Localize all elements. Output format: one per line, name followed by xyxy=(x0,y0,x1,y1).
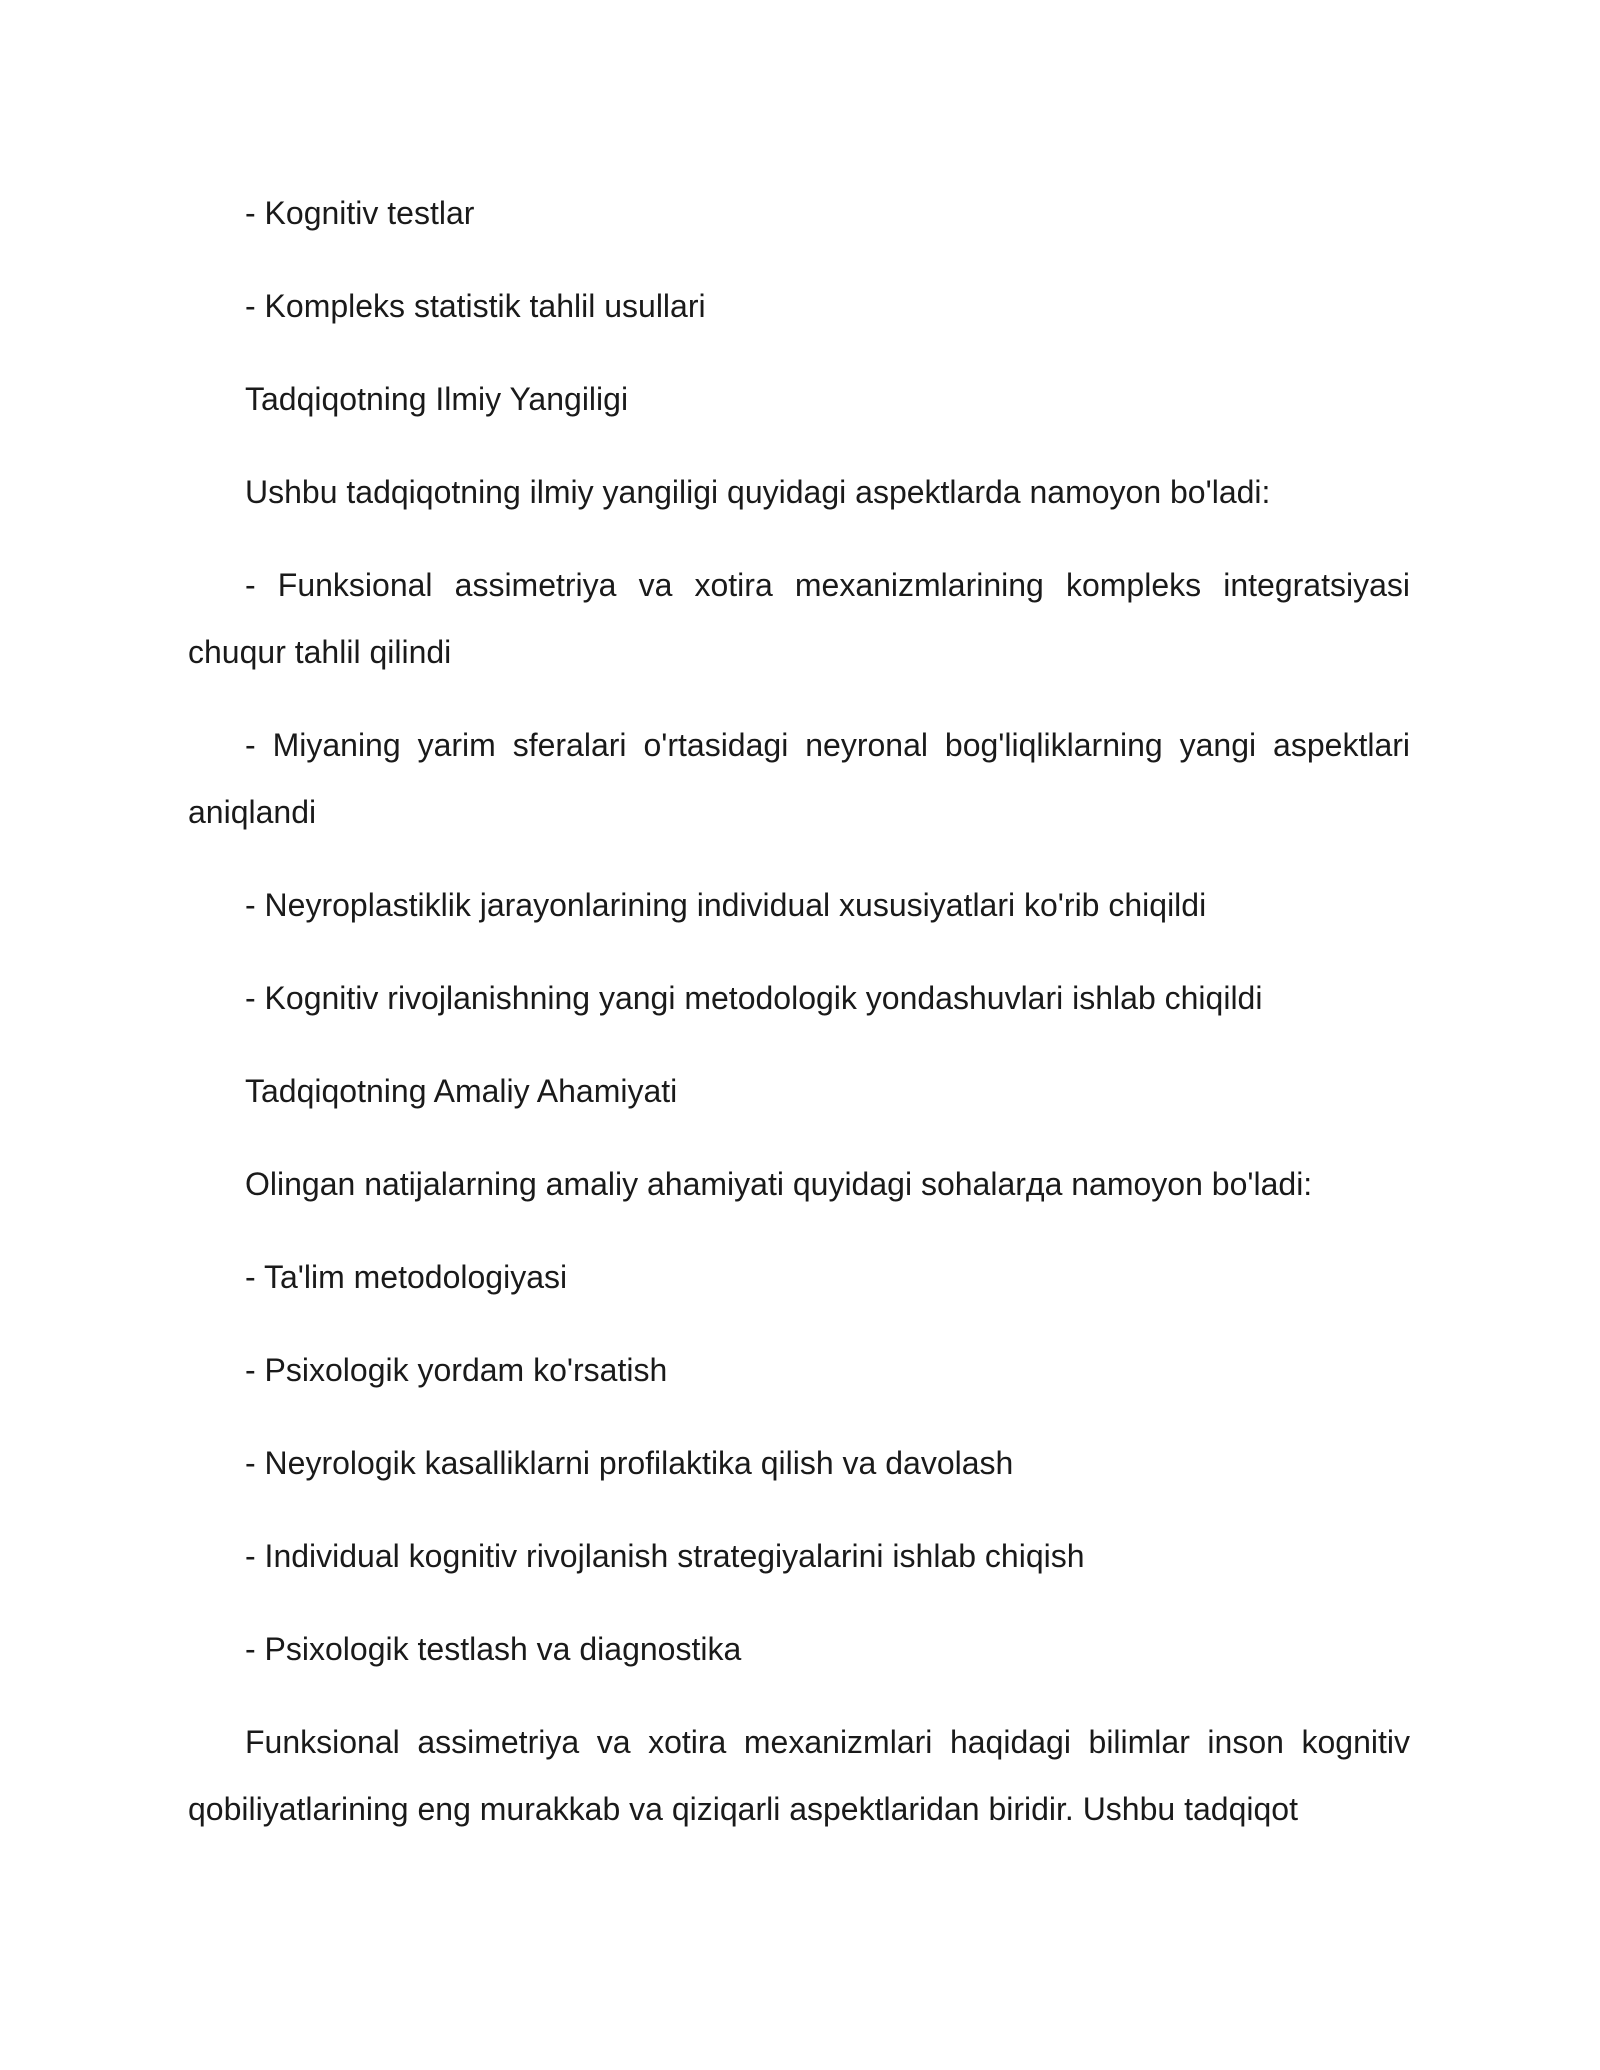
list-item-neuroplasticity: - Neyroplastiklik jarayonlarining individual xususiyatlari ko'rib chiqildi xyxy=(245,887,1207,923)
list-item-development-strategies: - Individual kognitiv rivojlanish strategiyalarini ishlab chiqish xyxy=(245,1538,1085,1574)
section-heading-practical-significance: Tadqiqotning Amaliy Ahamiyati xyxy=(245,1073,678,1109)
paragraph-novelty-intro: Ushbu tadqiqotning ilmiy yangiligi quyidagi aspektlarda namoyon bo'ladi: xyxy=(245,474,1271,510)
document-body xyxy=(188,180,1410,1843)
list-item-psychological-help: - Psixologik yordam ko'rsatish xyxy=(245,1352,668,1388)
section-heading-scientific-novelty: Tadqiqotning Ilmiy Yangiligi xyxy=(245,381,629,417)
paragraph-conclusion: Funksional assimetriya va xotira mexanizmlari haqidagi bilimlar inson kognitiv qobiliyatlarining eng murakkab va qiziqarli aspektlaridan biridir. Ushbu tadqiqot xyxy=(188,1724,1410,1827)
list-item-methodological-approaches: - Kognitiv rivojlanishning yangi metodologik yondashuvlari ishlab chiqildi xyxy=(245,980,1263,1016)
list-item-statistical-methods: - Kompleks statistik tahlil usullari xyxy=(245,288,706,324)
paragraph-practical-intro: Olingan natijalarning amaliy ahamiyati quyidagi sohalarда namoyon bo'ladi: xyxy=(245,1166,1313,1202)
list-item-psychological-testing: - Psixologik testlash va diagnostika xyxy=(245,1631,742,1667)
list-item-integration-analysis: - Funksional assimetriya va xotira mexanizmlarining kompleks integratsiyasi chuqur tahlil qilindi xyxy=(188,567,1410,670)
list-item-education-methodology: - Ta'lim metodologiyasi xyxy=(245,1259,568,1295)
list-item-cognitive-tests: - Kognitiv testlar xyxy=(245,195,475,231)
list-item-neurological-prevention: - Neyrologik kasalliklarni profilaktika qilish va davolash xyxy=(245,1445,1014,1481)
list-item-neuronal-connections: - Miyaning yarim sferalari o'rtasidagi neyronal bog'liqliklarning yangi aspektlari aniqlandi xyxy=(188,727,1410,830)
